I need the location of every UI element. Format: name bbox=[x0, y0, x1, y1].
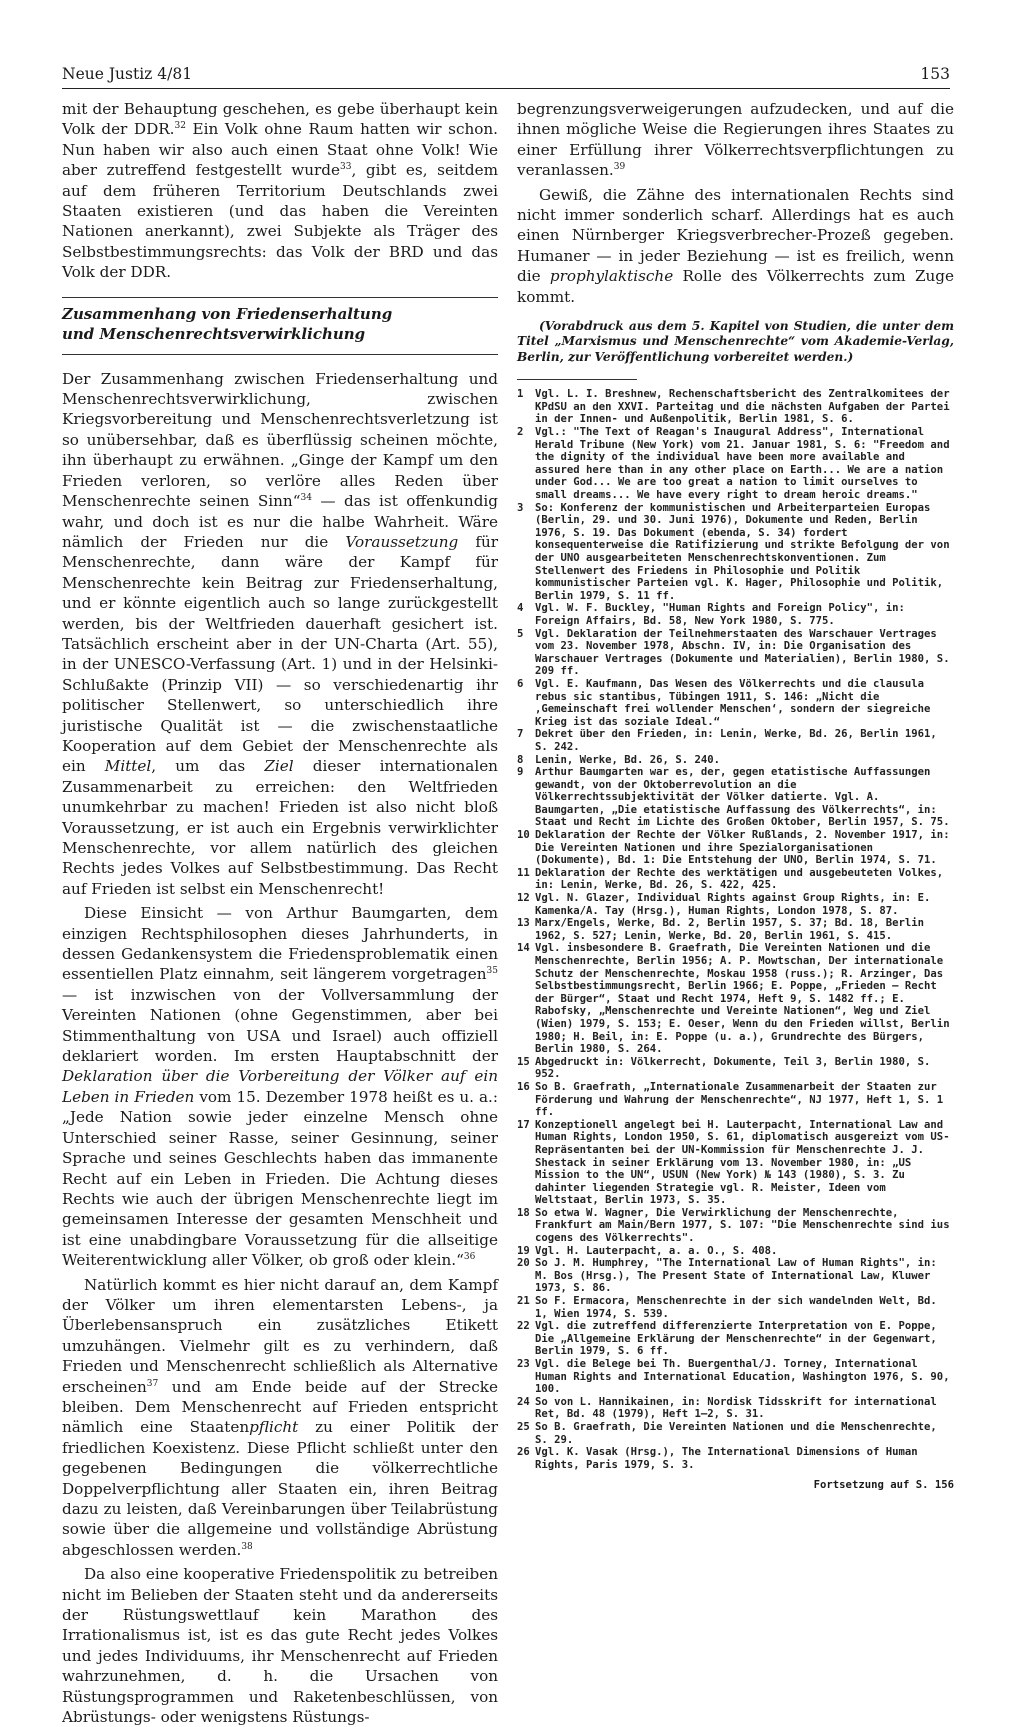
footnote bbox=[517, 1245, 954, 1258]
journal-title: Neue Justiz 4/81 bbox=[62, 65, 193, 83]
footnote-text: Abgedruckt in: Völkerrecht, Dokumente, Teil 3, Berlin 1980, S. 952. bbox=[535, 1055, 931, 1081]
footnote bbox=[517, 678, 954, 728]
footnote bbox=[517, 1207, 954, 1245]
footnote-number: 13 bbox=[517, 917, 530, 930]
footnote-text: So F. Ermacora, Menschenrechte in der sich wandelnden Welt, Bd. 1, Wien 1974, S. 539. bbox=[535, 1295, 937, 1320]
footnote-number: 2 bbox=[517, 426, 524, 439]
footnote-text: Vgl.: "The Text of Reagan's Inaugural Address", International Herald Tribune (New York) vom 21. Januar 1981, S. 6: "Freedom and the dignity of the individual have been more available and assured here than in any other place on Earth... We are a nation under God... We are too great a nation to limit ourselves to small dreams... We have every right to dream heroic dreams." bbox=[535, 426, 950, 502]
footnote bbox=[517, 1358, 954, 1396]
footnote bbox=[517, 942, 954, 1055]
footnote bbox=[517, 388, 954, 426]
footnote-text: So etwa W. Wagner, Die Verwirklichung der Menschenrechte, Frankfurt am Main/Bern 1977, S. 107: "Die Menschenrechte sind ius cogens des Völkerrechts". bbox=[535, 1206, 950, 1245]
footnote-text: Dekret über den Frieden, in: Lenin, Werke, Bd. 26, Berlin 1961, S. 242. bbox=[535, 728, 937, 753]
footnote bbox=[517, 602, 954, 627]
footnote bbox=[517, 1081, 954, 1119]
header-rule bbox=[62, 88, 950, 89]
footnote-text: Vgl. K. Vasak (Hrsg.), The International Dimensions of Human Rights, Paris 1979, S. 3. bbox=[535, 1446, 918, 1471]
running-header bbox=[62, 65, 950, 83]
footnote-ref[interactable]: 36 bbox=[463, 1252, 476, 1263]
footnote-number: 9 bbox=[517, 766, 524, 779]
footnote-number: 5 bbox=[517, 627, 524, 640]
footnote bbox=[517, 917, 954, 942]
footnote-number: 7 bbox=[517, 728, 524, 741]
page-number: 153 bbox=[920, 65, 950, 83]
footnote bbox=[517, 867, 954, 892]
footnote bbox=[517, 1421, 954, 1446]
footnote-number: 17 bbox=[517, 1118, 530, 1131]
footnote-number: 4 bbox=[517, 602, 524, 615]
left-column bbox=[62, 99, 499, 1727]
paragraph: Der Zusammenhang zwischen Friedenserhaltung und Menschenrechtsverwirklichung, zwischen Kriegsvorbereitung und Menschenrechtsverletzung ist so unübersehbar, daß es überflüssig scheinen möchte, ihn überhaupt zu erwähnen. „Ginge der Kampf um den Frieden verloren, so verlöre alles Reden über Menschenrechte seinen Sinn“$^{34}$ — das ist offenkundig wahr, und doch ist es nur die halbe Wahrheit. Wäre nämlich der Frieden nur die Voraussetzung für Menschenrechte, dann wäre der Kampf für Menschenrechte kein Beitrag zur Friedenserhaltung, und er könnte eigentlich auch so lange zurückgestellt werden, bis der Weltfrieden dauerhaft gesichert ist. Tatsächlich erscheint aber in der UN-Charta (Art. 55), in der UNESCO-Verfassung (Art. 1) und in der Helsinki-Schlußakte (Prinzip VII) — so verschiedenartig ihr politischer Stellenwert, so unterschiedlich ihre juristische Qualität ist — die zwischenstaatliche Kooperation auf dem Gebiet der Menschenrechte als ein Mittel, um das Ziel dieser internationalen Zusammenarbeit zu erreichen: den Weltfrieden unumkehrbar zu machen! Frieden ist also nicht bloß Voraussetzung, er ist auch ein Ergebnis verwirklichter Menschenrechte, vor allem natürlich des gleichen Rechts jedes Volkes auf Selbstbestimmung. Das Recht auf Frieden ist selbst ein Menschenrecht! bbox=[62, 369, 499, 898]
footnote-number: 22 bbox=[517, 1320, 530, 1333]
footnote-ref[interactable]: 38 bbox=[241, 1541, 253, 1552]
footnote-text: So B. Graefrath, „Internationale Zusammenarbeit der Staaten zur Förderung und Wahrung der Menschenrechte“, NJ 1977, Heft 1, S. 1 ff. bbox=[535, 1080, 944, 1119]
footnote-text: Vgl. L. I. Breshnew, Rechenschaftsbericht des Zentralkomitees der KPdSU an den XXVI. Parteitag und die nächsten Aufgaben der Partei in der Innen- und Außenpolitik, Berlin 1981, S. 6. bbox=[535, 388, 950, 426]
paragraph: Diese Einsicht — von Arthur Baumgarten, dem einzigen Rechtsphilosophen dieses Jahrhunderts, in dessen Gedankensystem die Friedensproblematik einen essentiellen Platz einnahm, seit längerem vorgetragen$^{35}$ — ist inzwischen von der Vollversammlung der Vereinten Nationen (ohne Gegenstimmen, aber bei Stimmenthaltung von USA und Israel) auch offiziell deklariert worden. Im ersten Hauptabschnitt der Deklaration über die Vorbereitung der Völker auf ein Leben in Frieden vom 15. Dezember 1978 heißt es u. a.: „Jede Nation sowie jeder einzelne Mensch ohne Unterschied seiner Rasse, seiner Gesinnung, seiner Sprache und seines Geschlechts haben das immanente Recht auf ein Leben in Frieden. Die Achtung dieses Rechts wie auch der übrigen Menschenrechte liegt im gemeinsamen Interesse der gesamten Menschheit und ist eine unabdingbare Voraussetzung für die allseitige Weiterentwicklung aller Völker, ob groß oder klein.“$^{36}$ bbox=[62, 904, 498, 1270]
footnote-ref[interactable]: 35 bbox=[486, 966, 498, 977]
section-heading: Zusammenhang von Friedenserhaltung und Menschenrechtsverwirklichung bbox=[62, 304, 393, 343]
footnote-rule bbox=[517, 379, 637, 380]
footnote-text: Vgl. insbesondere B. Graefrath, Die Vereinten Nationen und die Menschenrechte, Berlin 1956; A. P. Mowtschan, Der internationale Schutz der Menschenrechte, Moskau 1958 (russ.); R. Arzinger, Das Selbstbestimmungsrecht, Berlin 1966; E. Poppe, „Frieden — Recht der Bürger“, Staat und Recht 1974, Heft 9, S. 1482 ff.; E. Rabofsky, „Menschenrechte und Vereinte Nationen“, Weg und Ziel (Wien) 1979, S. 153; E. Oeser, Wenn du den Frieden willst, Berlin 1980; H. Beil, in: E. Poppe (u. a.), Grundrechte des Bürgers, Berlin 1980, S. 264. bbox=[535, 942, 950, 1056]
footnote bbox=[517, 426, 954, 502]
footnote-ref[interactable]: 32 bbox=[174, 121, 186, 132]
footnote bbox=[517, 728, 954, 753]
footnote-number: 6 bbox=[517, 677, 524, 690]
footnote-text: Vgl. E. Kaufmann, Das Wesen des Völkerrechts und die clausula rebus sic stantibus, Tübingen 1911, S. 146: „Nicht die ‚Gemeinschaft frei wollender Menschen‘, sondern der siegreiche Krieg ist das soziale Ideal.“ bbox=[535, 677, 931, 728]
footnote bbox=[517, 1446, 954, 1471]
footnote-text: Deklaration der Rechte des werktätigen und ausgebeuteten Volkes, in: Lenin, Werke, Bd. 26, S. 422, 425. bbox=[535, 866, 944, 892]
footnote-text: So von L. Hannikainen, in: Nordisk Tidsskrift for international Ret, Bd. 48 (1979), Heft 1—2, S. 31. bbox=[535, 1395, 937, 1421]
footnote-ref[interactable]: 33 bbox=[339, 162, 352, 173]
footnote-text: Marx/Engels, Werke, Bd. 2, Berlin 1957, S. 37; Bd. 18, Berlin 1962, S. 527; Lenin, Werke, Bd. 20, Berlin 1961, S. 415. bbox=[535, 917, 925, 942]
prepublication-note: (Vorabdruck aus dem 5. Kapitel von Studien, die unter dem Titel „Marxismus und Menschenrechte“ vom Akademie-Verlag, Berlin, zur Veröffentlichung vorbereitet werden.) bbox=[517, 319, 954, 364]
footnote-number: 20 bbox=[517, 1257, 530, 1270]
footnote bbox=[517, 1119, 954, 1207]
footnote-number: 3 bbox=[517, 501, 524, 514]
right-column bbox=[517, 99, 954, 1492]
footnote-text: So: Konferenz der kommunistischen und Arbeiterparteien Europas (Berlin, 29. und 30. Juni 1976), Dokumente und Reden, Berlin 1976, S. 19. Das Dokument (ebenda, S. 34) fordert konsequenterweise die Ratifizierung und strikte Befolgung der von der UNO ausgearbeiteten Menschenrechtskonventionen. Zum Stellenwert des Friedens in Philosophie und Politik kommunistischer Parteien vgl. K. Hager, Philosophie und Politik, Berlin 1979, S. 11 ff. bbox=[535, 501, 950, 602]
footnote-text: Vgl. W. F. Buckley, "Human Rights and Foreign Policy", in: Foreign Affairs, Bd. 58, New York 1980, S. 775. bbox=[535, 602, 905, 627]
footnote-ref[interactable]: 37 bbox=[146, 1378, 159, 1389]
footnote-text: Vgl. die Belege bei Th. Buergenthal/J. Torney, International Human Rights and International Education, Washington 1976, S. 90, 100. bbox=[535, 1358, 950, 1396]
footnote-text: Arthur Baumgarten war es, der, gegen etatistische Auffassungen gewandt, von der Oktoberrevolution an die Völkerrechtssubjektivität der Völker datierte. Vgl. A. Baumgarten, „Die etatistische Auffassung des Völkerrechts“, in: Staat und Recht im Lichte des Großen Oktober, Berlin 1957, S. 75. bbox=[535, 766, 950, 829]
footnote-number: 23 bbox=[517, 1358, 530, 1370]
footnote-text: Konzeptionell angelegt bei H. Lauterpacht, International Law and Human Rights, London 1950, S. 61, diplomatisch ausgereizt vom US-Repräsentanten bei der UN-Kommission für Menschenrechte J. J. Shestack in seiner Erklärung vom 13. November 1980, in: „US Mission to the UN“, USUN (New York) № 143 (1980), S. 3. Zu dahinter liegenden Strategie vgl. R. Meister, Ideen vom Weltstaat, Berlin 1973, S. 35. bbox=[535, 1118, 950, 1207]
footnote-number: 21 bbox=[517, 1295, 530, 1308]
footnote bbox=[517, 829, 954, 867]
footnote bbox=[517, 766, 954, 829]
footnote bbox=[517, 1056, 954, 1081]
footnote bbox=[517, 628, 954, 678]
footnote-text: Vgl. H. Lauterpacht, a. a. O., S. 408. bbox=[535, 1244, 778, 1257]
footnote-number: 16 bbox=[517, 1080, 530, 1093]
footnote-ref[interactable]: 39 bbox=[613, 162, 626, 173]
footnote bbox=[517, 892, 954, 917]
footnote-number: 19 bbox=[517, 1244, 530, 1257]
footnote-text: Vgl. Deklaration der Teilnehmerstaaten des Warschauer Vertrages vom 23. November 1978, Abschn. IV, in: Die Organisation des Warschauer Vertrages (Dokumente und Materialien), Berlin 1980, S. 209 ff. bbox=[535, 627, 950, 678]
divider bbox=[62, 354, 498, 355]
footnote bbox=[517, 754, 954, 767]
footnote bbox=[517, 1396, 954, 1421]
continuation-note: Fortsetzung auf S. 156 bbox=[813, 1479, 954, 1492]
footnote-number: 11 bbox=[517, 866, 530, 879]
paragraph: Da also eine kooperative Friedenspolitik zu betreiben nicht im Belieben der Staaten steht und da andererseits der Rüstungswettlauf kein Marathon des Irrationalismus ist, ist es das gute Recht jedes Volkes und jedes Individuums, ihr Menschenrecht auf Frieden wahrzunehmen, d. h. die Ursachen von Rüstungsprogrammen und Raketenbeschlüssen, von Abrüstungs- oder wenigstens Rüstungs- bbox=[62, 1565, 498, 1727]
footnote-number: 24 bbox=[517, 1395, 530, 1408]
footnote-number: 1 bbox=[517, 388, 524, 401]
footnote-number: 15 bbox=[517, 1055, 530, 1068]
footnote-text: Lenin, Werke, Bd. 26, S. 240. bbox=[535, 753, 720, 766]
footnote-text: So B. Graefrath, Die Vereinten Nationen und die Menschenrechte, S. 29. bbox=[535, 1420, 937, 1446]
footnote-number: 10 bbox=[517, 829, 530, 842]
footnote-number: 25 bbox=[517, 1420, 530, 1433]
footnote-list bbox=[517, 388, 954, 1471]
footnote-ref[interactable]: 34 bbox=[300, 493, 312, 504]
footnote-number: 14 bbox=[517, 942, 530, 955]
footnote-text: So J. M. Humphrey, "The International Law of Human Rights", in: M. Bos (Hrsg.), The Present State of International Law, Kluwer 1973, S. 86. bbox=[535, 1257, 937, 1295]
footnote bbox=[517, 1320, 954, 1358]
footnote bbox=[517, 1257, 954, 1295]
footnote-text: Vgl. die zutreffend differenzierte Interpretation von E. Poppe, Die „Allgemeine Erklärung der Menschenrechte“ in der Gegenwart, Berlin 1979, S. 6 ff. bbox=[535, 1320, 937, 1358]
footnote-number: 18 bbox=[517, 1206, 530, 1219]
paragraph: Gewiß, die Zähne des internationalen Rechts sind nicht immer sonderlich scharf. Allerdings hat es auch einen Nürnberger Kriegsverbrecher-Prozeß gegeben. Humaner — in jeder Beziehung — ist es freilich, wenn die prophylaktische Rolle des Völkerrechts zum Zuge kommt. bbox=[517, 185, 954, 306]
footnote bbox=[517, 1295, 954, 1320]
paragraph: mit der Behauptung geschehen, es gebe überhaupt kein Volk der DDR.$^{32}$ Ein Volk ohne Raum hatten wir schon. Nun haben wir also auch einen Staat ohne Volk! Wie aber zutreffend festgestellt wurde$^{33}$, gibt es, seitdem auf dem früheren Territorium Deutschlands zwei Staaten existieren (und das haben die Vereinten Nationen anerkannt), zwei Subjekte als Träger des Selbstbestimmungsrechts: das Volk der BRD und das Volk der DDR. bbox=[62, 100, 498, 282]
footnote-number: 8 bbox=[517, 753, 524, 766]
divider bbox=[62, 297, 498, 298]
paragraph: Natürlich kommt es hier nicht darauf an, dem Kampf der Völker um ihren elementarsten Lebens-, ja Überlebensanspruch ein zusätzliches Etikett umzuhängen. Vielmehr gilt es zu verhindern, daß Frieden und Menschenrecht schließlich als Alternative erscheinen$^{37}$ und am Ende beide auf der Strecke bleiben. Dem Menschenrecht auf Frieden entspricht nämlich eine Staatenpflicht zu einer Politik der friedlichen Koexistenz. Diese Pflicht schließt unter den gegebenen Bedingungen die völkerrechtliche Doppelverpflichtung aller Staaten ein, ihren Beitrag dazu zu leisten, daß Vereinbarungen über Teilabrüstung sowie über die allgemeine und vollständige Abrüstung abgeschlossen werden.$^{38}$ bbox=[62, 1275, 498, 1559]
footnote bbox=[517, 502, 954, 603]
footnote-number: 26 bbox=[517, 1446, 530, 1459]
footnote-text: Deklaration der Rechte der Völker Rußlands, 2. November 1917, in: Die Vereinten Nationen und ihre Spezialorganisationen (Dokumente), Bd. 1: Die Entstehung der UNO, Berlin 1974, S. 71. bbox=[535, 829, 950, 867]
footnote-text: Vgl. N. Glazer, Individual Rights against Group Rights, in: E. Kamenka/A. Tay (Hrsg.), Human Rights, London 1978, S. 87. bbox=[535, 892, 931, 917]
paragraph: begrenzungsverweigerungen aufzudecken, und auf die ihnen mögliche Weise die Regierungen ihres Staates zu einer Erfüllung ihrer Völkerrechtsverpflichtungen zu veranlassen.$^{39}$ bbox=[517, 100, 954, 180]
footnote-number: 12 bbox=[517, 892, 530, 905]
